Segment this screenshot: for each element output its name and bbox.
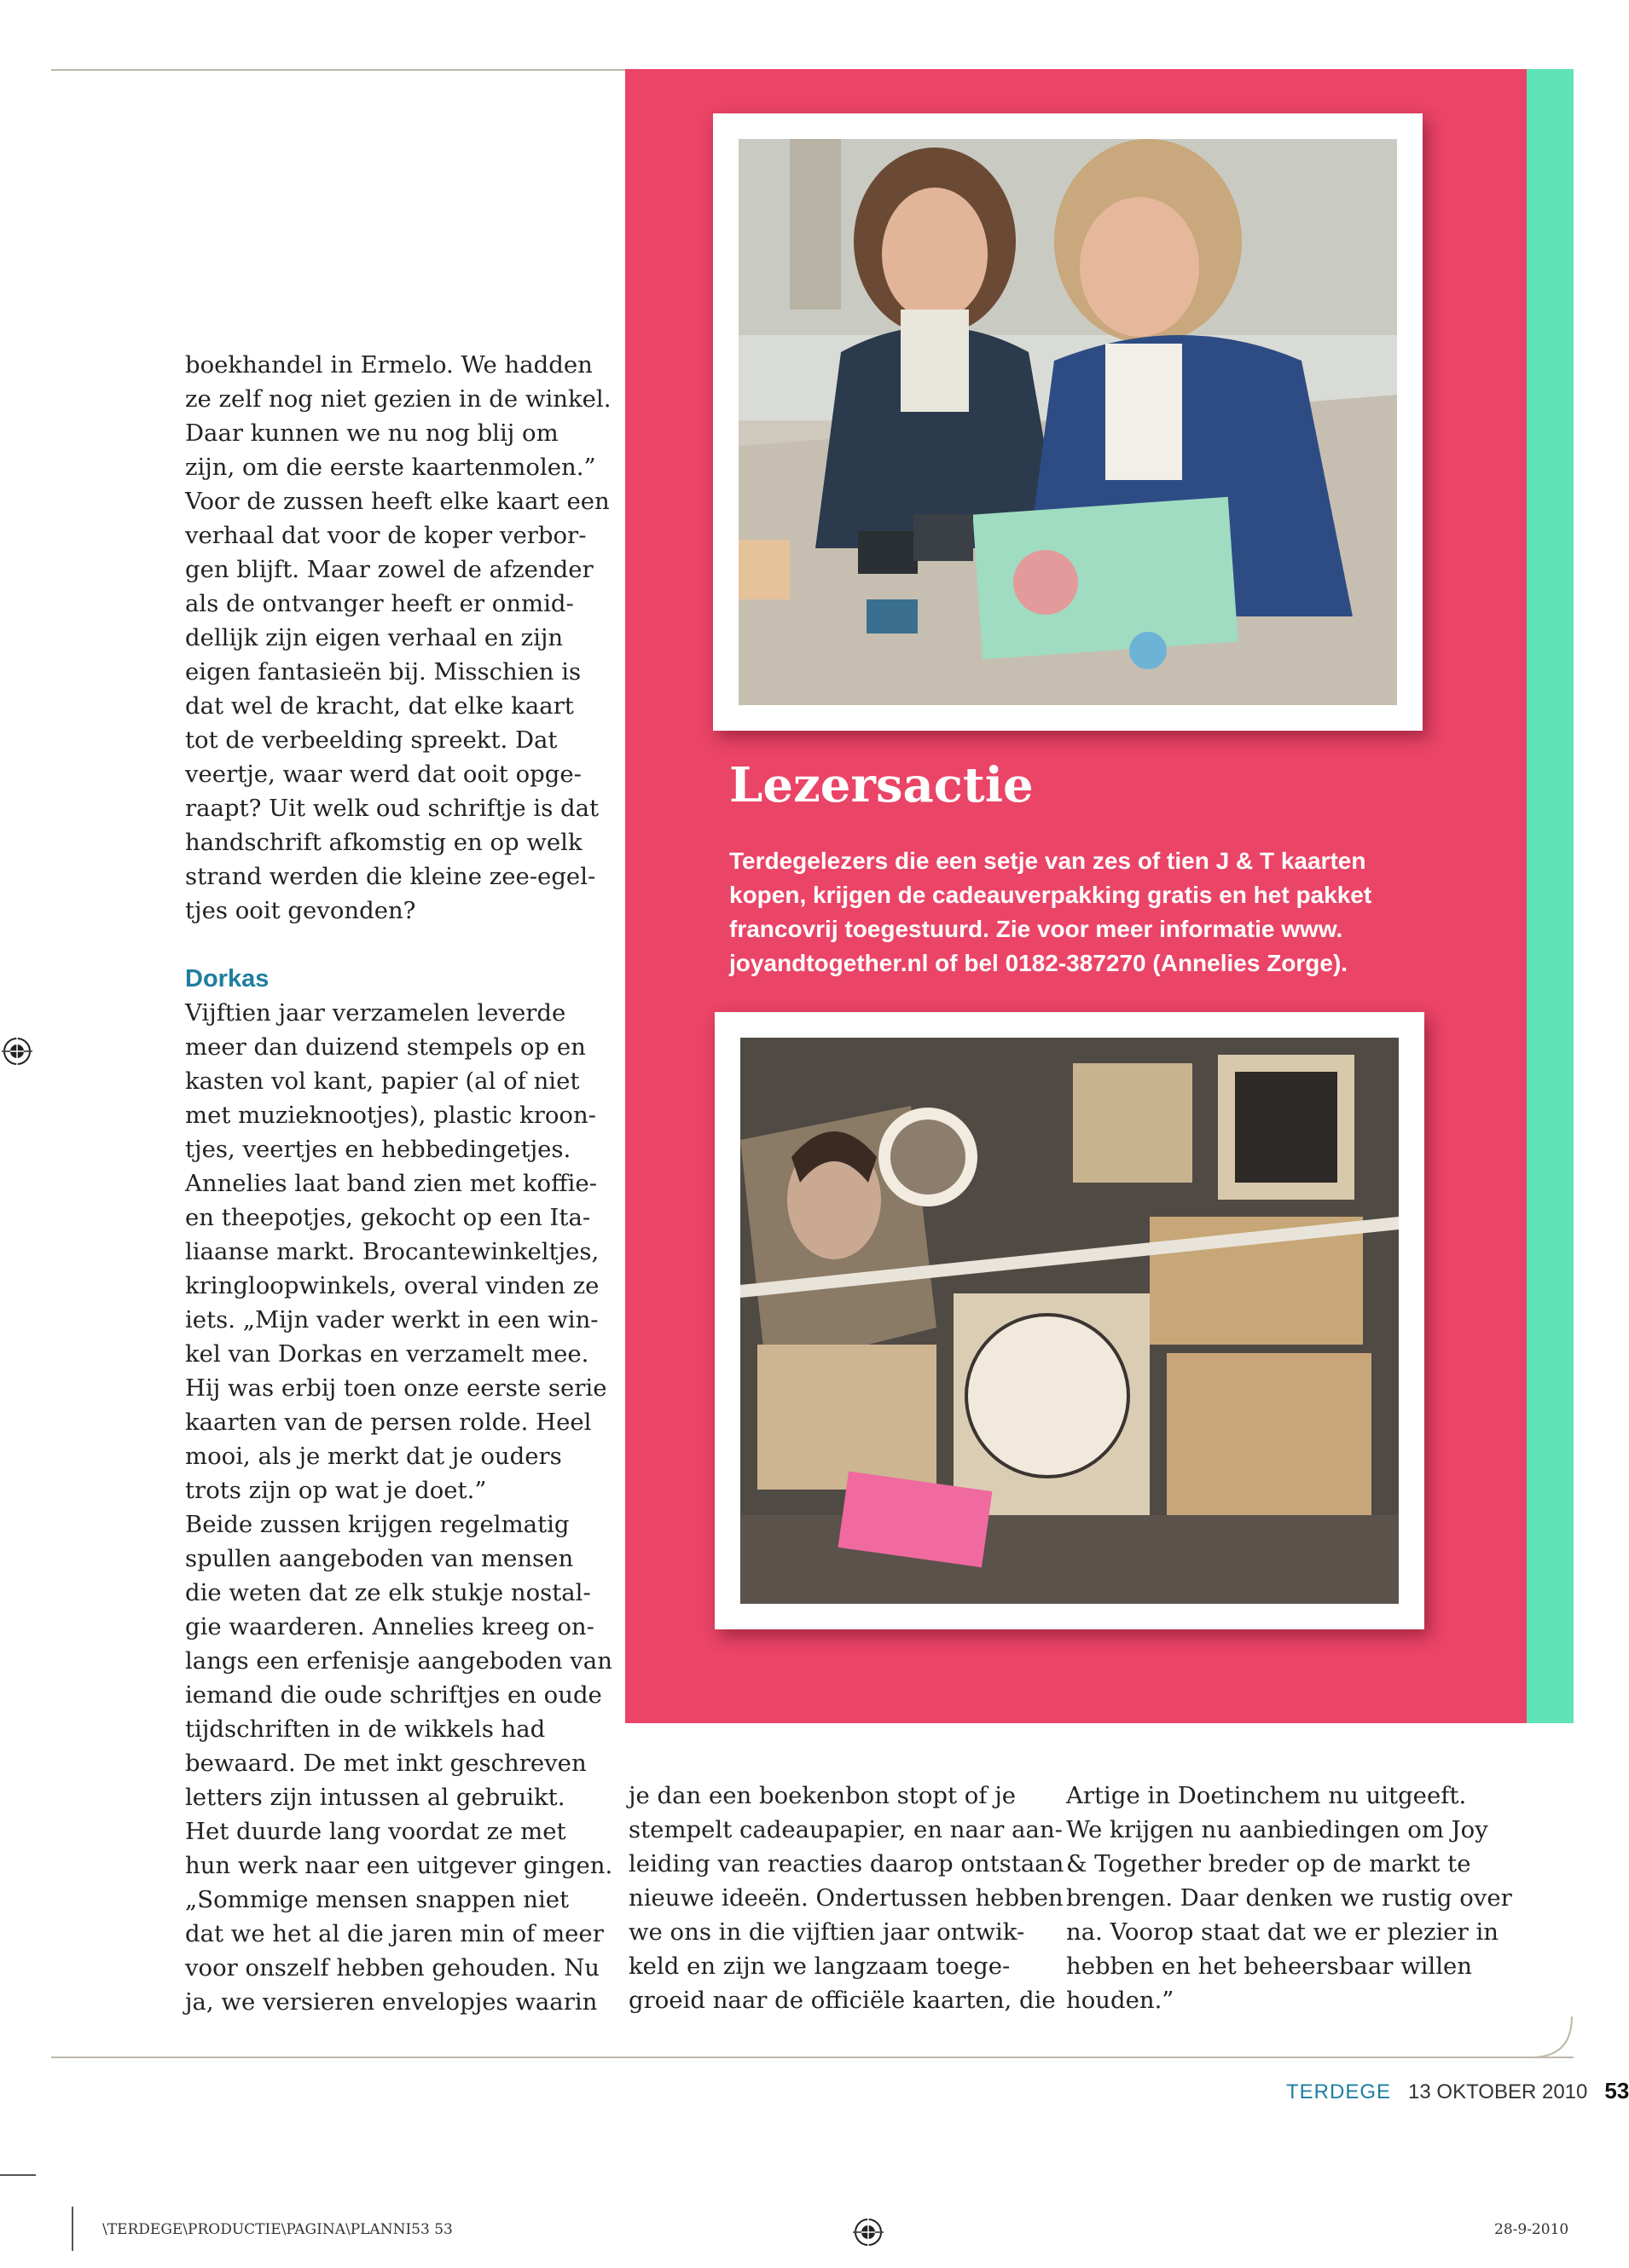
text-line: veertje, waar werd dat ooit opge- bbox=[185, 761, 582, 788]
text-line: we ons in die vijftien jaar ontwik- bbox=[629, 1918, 1025, 1946]
text-line: kaarten van de persen rolde. Heel bbox=[185, 1409, 592, 1436]
text-line: nieuwe ideeën. Ondertussen hebben bbox=[629, 1884, 1064, 1912]
text-line: dat we het al die jaren min of meer bbox=[185, 1920, 604, 1947]
text-line: tjes, veertjes en hebbedingetjes. bbox=[185, 1136, 571, 1163]
text-line: ze zelf nog niet gezien in de winkel. bbox=[185, 385, 612, 413]
magazine-name: TERDEGE bbox=[1286, 2080, 1392, 2103]
text-line: Vijftien jaar verzamelen leverde bbox=[185, 999, 566, 1027]
text-line: kasten vol kant, papier (al of niet bbox=[185, 1067, 580, 1095]
text-line: keld en zijn we langzaam toege- bbox=[629, 1953, 1011, 1980]
page-number: 53 bbox=[1604, 2078, 1629, 2103]
text-line: boekhandel in Ermelo. We hadden bbox=[185, 351, 593, 379]
text-line: hebben en het beheersbaar willen bbox=[1066, 1953, 1473, 1980]
box-title: Lezersactie bbox=[729, 757, 1034, 813]
text-line: gen blijft. Maar zowel de afzender bbox=[185, 556, 594, 583]
text-line: houden.” bbox=[1066, 1987, 1174, 2014]
text-line: mooi, als je merkt dat je ouders bbox=[185, 1443, 562, 1470]
text-line: als de ontvanger heeft er onmid- bbox=[185, 590, 574, 617]
text-line: We krijgen nu aanbiedingen om Joy bbox=[1066, 1816, 1488, 1843]
text-line: Beide zussen krijgen regelmatig bbox=[185, 1511, 570, 1538]
crop-mark bbox=[0, 2174, 36, 2176]
text-line: tjes ooit gevonden? bbox=[185, 897, 416, 924]
text-line: liaanse markt. Brocantewinkeltjes, bbox=[185, 1238, 600, 1265]
box-text bbox=[729, 844, 1471, 981]
text-line: „Sommige mensen snappen niet bbox=[185, 1886, 570, 1913]
text-line: & Together breder op de markt te bbox=[1066, 1850, 1471, 1877]
text-line: meer dan duizend stempels op en bbox=[185, 1033, 586, 1061]
text-line: tijdschriften in de wikkels had bbox=[185, 1715, 546, 1743]
text-line: met muzieknootjes), plastic kroon- bbox=[185, 1102, 596, 1129]
text-line: gie waarderen. Annelies kreeg on- bbox=[185, 1613, 594, 1640]
subheading: Dorkas bbox=[185, 965, 270, 992]
text-line: ja, we versieren envelopjes waarin bbox=[185, 1988, 598, 2016]
text-line: hun werk naar een uitgever gingen. bbox=[185, 1852, 613, 1879]
text-line: strand werden die kleine zee-egel- bbox=[185, 863, 596, 890]
text-line: bewaard. De met inkt geschreven bbox=[185, 1750, 587, 1777]
text-line: iemand die oude schriftjes en oude bbox=[185, 1681, 602, 1709]
text-line: handschrift afkomstig en op welk bbox=[185, 829, 583, 856]
article-column-2 bbox=[629, 1779, 1064, 2017]
text-line: stempelt cadeaupapier, en naar aan- bbox=[629, 1816, 1063, 1843]
text-line: tot de verbeelding spreekt. Dat bbox=[185, 726, 558, 754]
box-text-line: Terdegelezers die een setje van zes of tien J & T kaarten bbox=[729, 848, 1366, 874]
text-line: langs een erfenisje aangeboden van bbox=[185, 1647, 612, 1675]
text-line: Hij was erbij toen onze eerste serie bbox=[185, 1374, 607, 1402]
text-line: eigen fantasieën bij. Misschien is bbox=[185, 658, 582, 686]
text-line: en theepotjes, gekocht op een Ita- bbox=[185, 1204, 591, 1231]
article-column-3 bbox=[1066, 1779, 1512, 2017]
page-footer bbox=[1286, 2078, 1629, 2104]
text-line: voor onszelf hebben gehouden. Nu bbox=[185, 1954, 600, 1982]
text-line: Artige in Doetinchem nu uitgeeft. bbox=[1066, 1782, 1467, 1809]
registration-mark-icon bbox=[853, 2217, 884, 2248]
slug-file-path: \TERDEGE\PRODUCTIE\PAGINA\PLANNI53 53 bbox=[102, 2221, 453, 2238]
text-line: raapt? Uit welk oud schriftje is dat bbox=[185, 795, 600, 822]
text-line: spullen aangeboden van mensen bbox=[185, 1545, 574, 1572]
text-line: leiding van reacties daarop ontstaan bbox=[629, 1850, 1064, 1877]
text-line: dat wel de kracht, dat elke kaart bbox=[185, 692, 574, 720]
text-line: die weten dat ze elk stukje nostal- bbox=[185, 1579, 591, 1606]
paragraph-gap bbox=[185, 928, 612, 962]
text-line: brengen. Daar denken we rustig over bbox=[1066, 1884, 1512, 1912]
box-text-line: kopen, krijgen de cadeauverpakking gratis en het pakket bbox=[729, 882, 1372, 908]
crop-mark bbox=[72, 2207, 73, 2251]
text-line: je dan een boekenbon stopt of je bbox=[629, 1782, 1017, 1809]
photo-women-crafting bbox=[713, 113, 1423, 731]
corner-curve bbox=[1531, 2016, 1574, 2059]
box-text-line: joyandtogether.nl of bel 0182-387270 (Annelies Zorge). bbox=[729, 950, 1348, 976]
green-edge-strip bbox=[1527, 69, 1574, 1723]
text-line: trots zijn op wat je doet.” bbox=[185, 1477, 487, 1504]
text-line: Annelies laat band zien met koffie- bbox=[185, 1170, 597, 1197]
text-line: verhaal dat voor de koper verbor- bbox=[185, 522, 587, 549]
text-line: Voor de zussen heeft elke kaart een bbox=[185, 488, 610, 515]
article-column-1 bbox=[185, 348, 612, 2019]
bottom-rule bbox=[51, 2057, 1574, 2058]
text-line: kringloopwinkels, overal vinden ze bbox=[185, 1272, 600, 1299]
registration-mark-icon bbox=[2, 1036, 32, 1067]
text-line: Het duurde lang voordat ze met bbox=[185, 1818, 566, 1845]
text-line: Daar kunnen we nu nog blij om bbox=[185, 419, 559, 447]
slug-date: 28-9-2010 bbox=[1494, 2221, 1569, 2238]
text-line: na. Voorop staat dat we er plezier in bbox=[1066, 1918, 1499, 1946]
text-line: groeid naar de officiële kaarten, die bbox=[629, 1987, 1056, 2014]
box-text-line: francovrij toegestuurd. Zie voor meer informatie www. bbox=[729, 916, 1343, 942]
text-line: zijn, om die eerste kaartenmolen.” bbox=[185, 454, 596, 481]
text-line: iets. „Mijn vader werkt in een win- bbox=[185, 1306, 599, 1334]
issue-date: 13 OKTOBER 2010 bbox=[1408, 2080, 1588, 2103]
photo-stamps-drawer bbox=[715, 1012, 1424, 1629]
text-line: kel van Dorkas en verzamelt mee. bbox=[185, 1340, 589, 1368]
text-line: dellijk zijn eigen verhaal en zijn bbox=[185, 624, 564, 651]
text-line: letters zijn intussen al gebruikt. bbox=[185, 1784, 565, 1811]
